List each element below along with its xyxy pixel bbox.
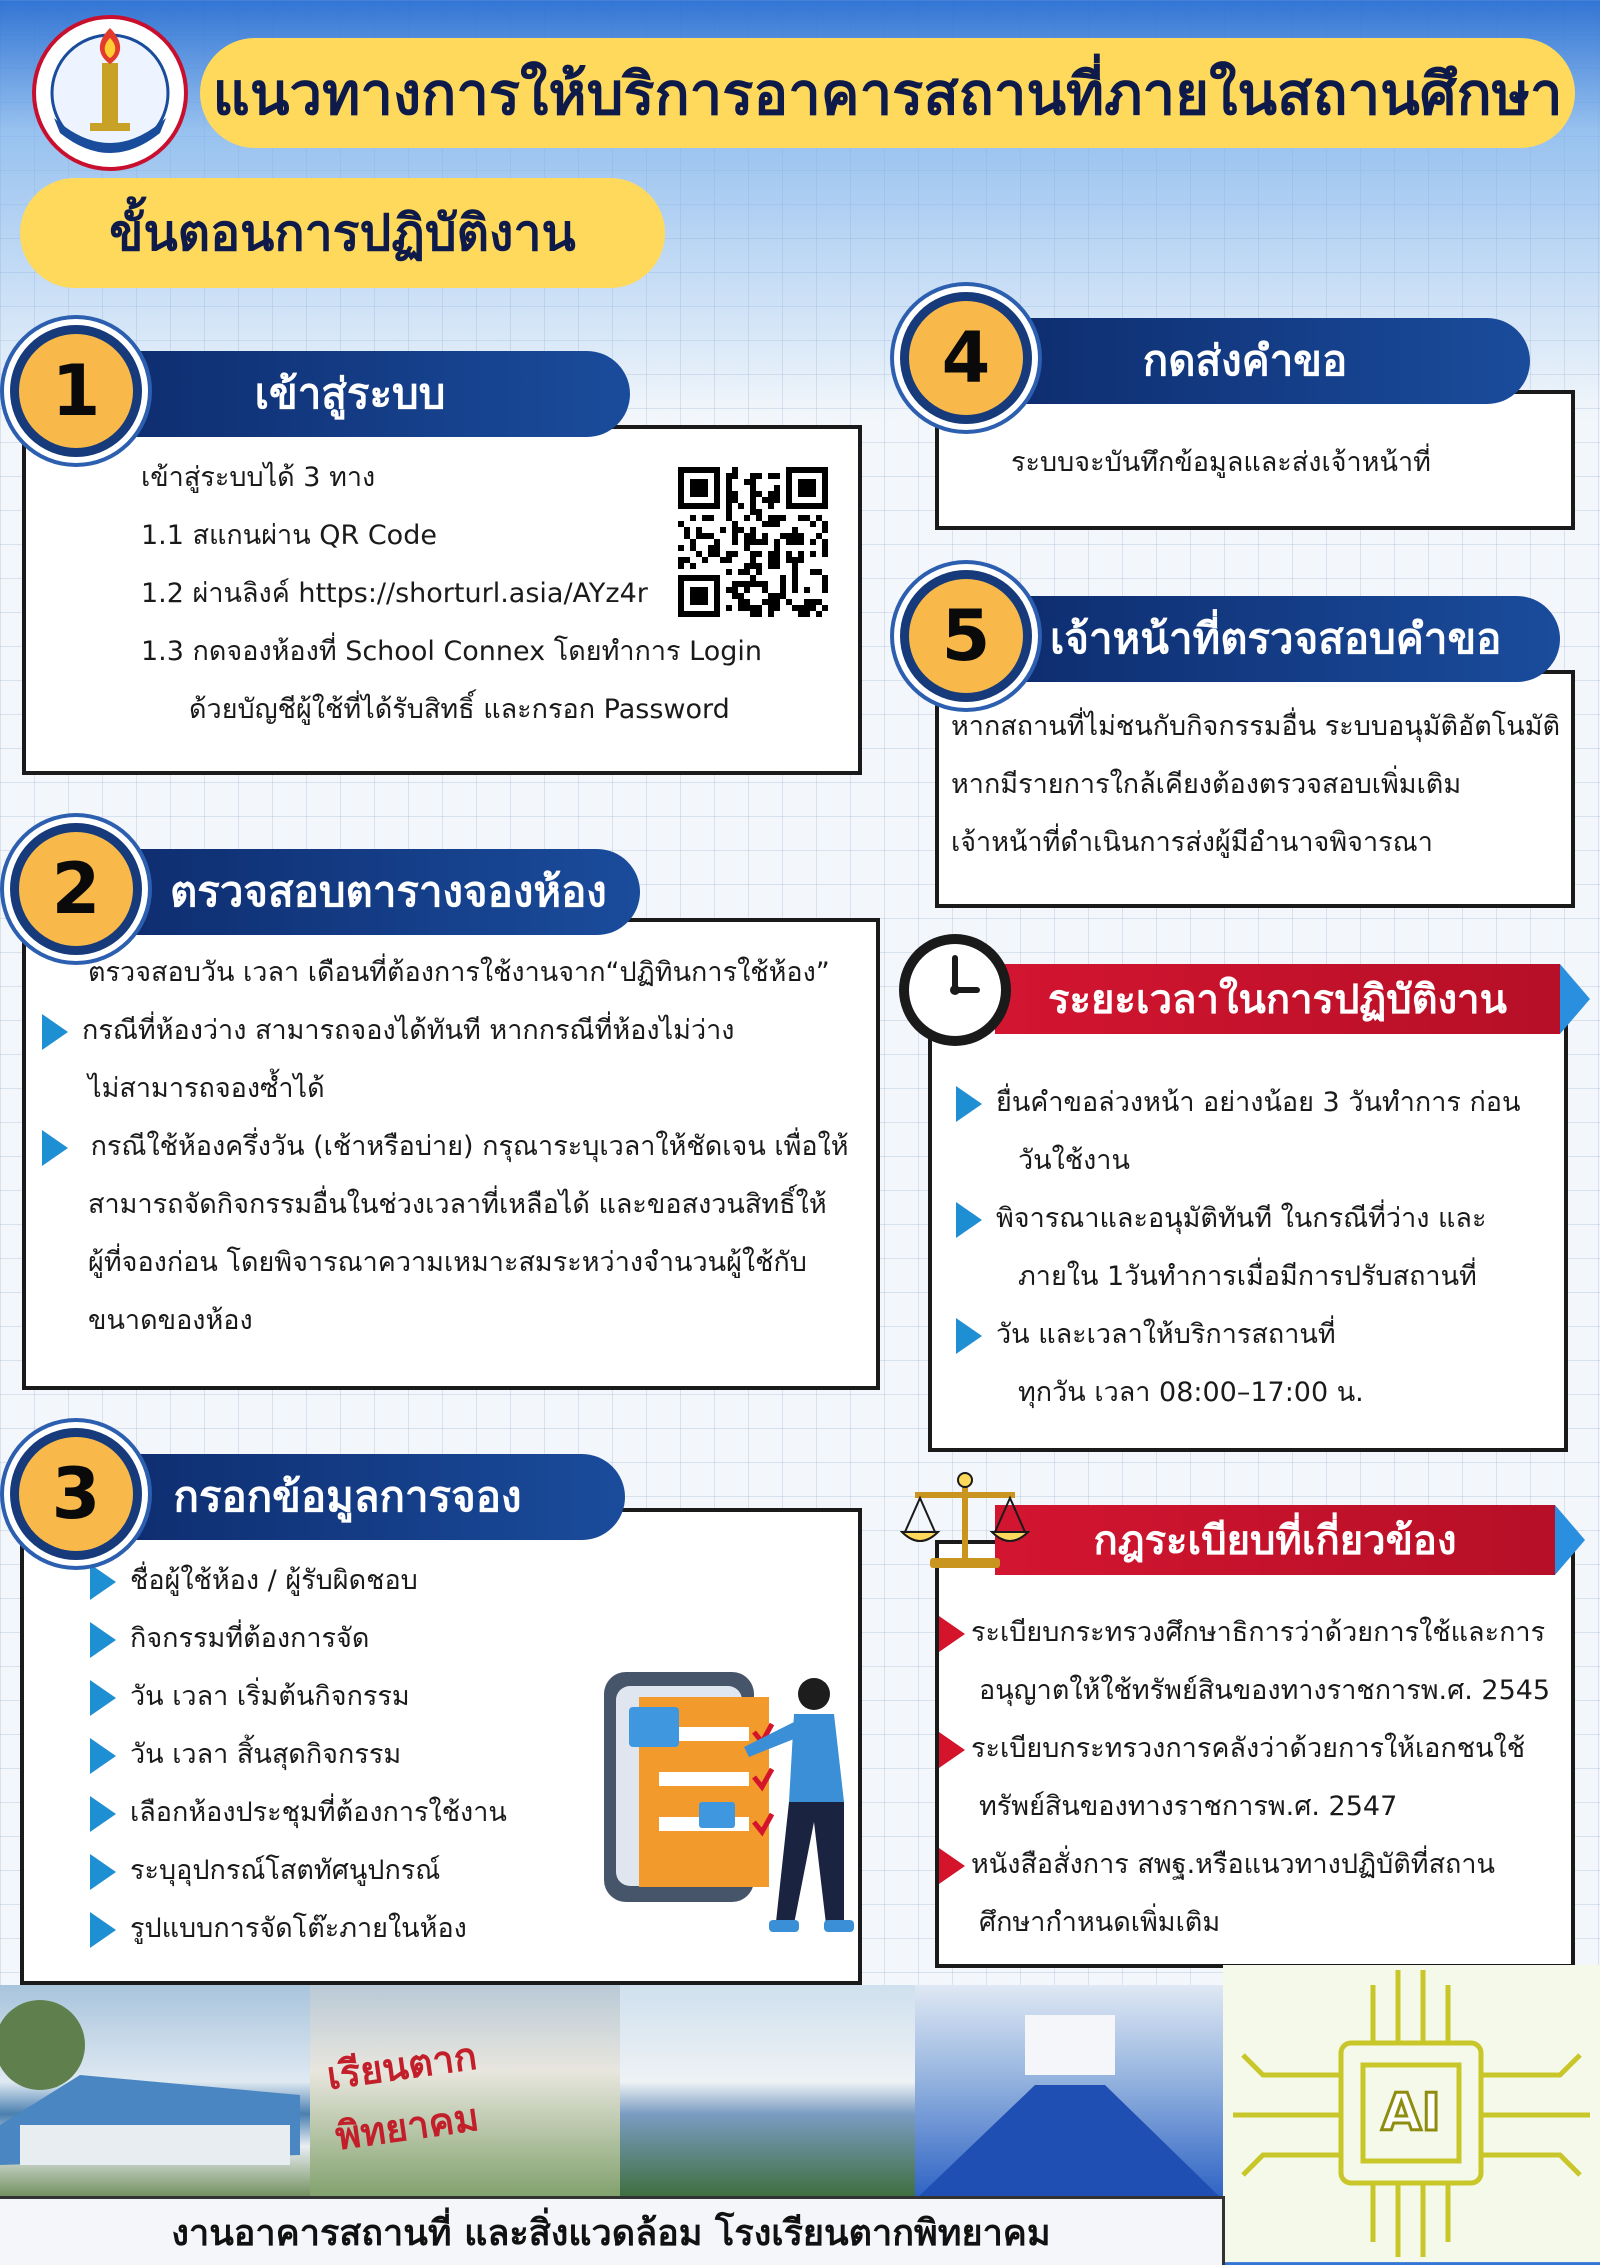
step3-number: 3 — [10, 1428, 142, 1560]
form-illustration — [604, 1652, 864, 1956]
clock-icon — [895, 930, 1015, 1054]
timing-line: ทุกวัน เวลา 08:00–17:00 น. — [1018, 1377, 1364, 1408]
arrow-icon — [939, 1848, 965, 1884]
school-sign-text: เรียนตากพิทยาคม — [324, 2032, 482, 2159]
rules-line: ศึกษากำหนดเพิ่มเติม — [979, 1907, 1221, 1938]
rules-line: หนังสือสั่งการ สพฐ.หรือแนวทางปฏิบัติที่สถาน — [971, 1849, 1496, 1880]
arrow-icon — [956, 1318, 982, 1354]
page-title: แนวทางการให้บริการอาคารสถานที่ภายในสถานศึกษา — [200, 38, 1575, 148]
page-subtitle: ขั้นตอนการปฏิบัติงาน — [20, 178, 665, 288]
step5-box — [935, 670, 1575, 908]
step4-header — [900, 312, 1530, 408]
step5-number: 5 — [900, 570, 1032, 702]
step3-item: วัน เวลา เริ่มต้นกิจกรรม — [130, 1681, 410, 1712]
step5-header — [900, 590, 1560, 686]
photo-building-1 — [0, 1985, 310, 2200]
timing-line: ยื่นคำขอล่วงหน้า อย่างน้อย 3 วันทำการ ก่อน — [996, 1087, 1521, 1118]
step3-item: รูปแบบการจัดโต๊ะภายในห้อง — [130, 1913, 467, 1944]
step5-line: เจ้าหน้าที่ดำเนินการส่งผู้มีอำนาจพิจารณา — [951, 827, 1433, 858]
step1-line: 1.1 สแกนผ่าน QR Code — [141, 520, 437, 551]
step3-item: กิจกรรมที่ต้องการจัด — [130, 1623, 370, 1654]
arrow-icon — [956, 1202, 982, 1238]
step2-number: 2 — [10, 823, 142, 955]
step1-line: 1.2 ผ่านลิงค์ https://shorturl.asia/AYz4r — [141, 578, 648, 609]
step2-line: ไม่สามารถจองซ้ำได้ — [88, 1073, 325, 1104]
rules-line: ทรัพย์สินของทางราชการพ.ศ. 2547 — [979, 1791, 1398, 1822]
step2-line: ตรวจสอบวัน เวลา เดือนที่ต้องการใช้งานจาก“ปฏิทินการใช้ห้อง” — [88, 957, 830, 988]
arrow-icon — [956, 1086, 982, 1122]
step2-header — [10, 843, 660, 939]
arrow-icon — [90, 1680, 116, 1716]
step2-line: กรณีที่ห้องว่าง สามารถจองได้ทันที หากกรณีที่ห้องไม่ว่าง — [82, 1015, 735, 1046]
arrow-icon — [90, 1564, 116, 1600]
timing-heading: ระยะเวลาในการปฏิบัติงาน — [995, 964, 1560, 1034]
timing-line: พิจารณาและอนุมัติทันที ในกรณีที่ว่าง และ — [996, 1203, 1487, 1234]
rules-line: ระเบียบกระทรวงการคลังว่าด้วยการให้เอกชนใช้ — [971, 1733, 1526, 1764]
photo-building-2 — [620, 1985, 915, 2200]
timing-line: วัน และเวลาให้บริการสถานที่ — [996, 1319, 1336, 1350]
step2-line: สามารถจัดกิจกรรมอื่นในช่วงเวลาที่เหลือได้ และขอสงวนสิทธิ์ให้ — [88, 1189, 827, 1220]
arrow-icon — [42, 1014, 68, 1050]
arrow-icon — [90, 1738, 116, 1774]
scales-icon — [900, 1470, 1030, 1584]
arrow-icon — [90, 1912, 116, 1948]
arrow-icon — [939, 1616, 965, 1652]
step5-line: หากมีรายการใกล้เคียงต้องตรวจสอบเพิ่มเติม — [951, 769, 1462, 800]
step2-line: ขนาดของห้อง — [88, 1305, 253, 1336]
timing-line: ภายใน 1วันทำการเมื่อมีการปรับสถานที่ — [1018, 1261, 1477, 1292]
step3-item: ระบุอุปกรณ์โสตทัศนูปกรณ์ — [130, 1855, 441, 1886]
timing-line: วันใช้งาน — [1018, 1145, 1130, 1176]
step5-line: หากสถานที่ไม่ชนกับกิจกรรมอื่น ระบบอนุมัติอัตโนมัติ — [951, 711, 1561, 742]
school-logo — [30, 8, 190, 178]
step4-heading: กดส่งคำขอ — [960, 318, 1530, 404]
rules-heading: กฎระเบียบที่เกี่ยวข้อง — [995, 1505, 1555, 1575]
step3-header — [10, 1448, 630, 1544]
footer-text: งานอาคารสถานที่ และสิ่งแวดล้อม โรงเรียนตากพิทยาคม — [0, 2196, 1225, 2265]
photo-school-sign — [310, 1985, 620, 2200]
step4-number: 4 — [900, 292, 1032, 424]
rules-line: ระเบียบกระทรวงศึกษาธิการว่าด้วยการใช้และการ — [971, 1617, 1546, 1648]
ai-label: AI — [1381, 2083, 1441, 2143]
step2-line: ผู้ที่จองก่อน โดยพิจารณาความเหมาะสมระหว่างจำนวนผู้ใช้กับ — [88, 1247, 807, 1278]
step3-item: ชื่อผู้ใช้ห้อง / ผู้รับผิดชอบ — [130, 1565, 418, 1596]
step2-line: กรณีใช้ห้องครึ่งวัน (เช้าหรือบ่าย) กรุณาระบุเวลาให้ชัดเจน เพื่อให้ — [82, 1131, 849, 1162]
step2-box — [22, 918, 880, 1390]
step4-box — [935, 390, 1575, 530]
step1-heading: เข้าสู่ระบบ — [70, 351, 630, 437]
arrow-icon — [90, 1622, 116, 1658]
step3-item: วัน เวลา สิ้นสุดกิจกรรม — [130, 1739, 402, 1770]
timing-box — [928, 1000, 1568, 1452]
arrow-icon — [90, 1796, 116, 1832]
step1-line: ด้วยบัญชีผู้ใช้ที่ได้รับสิทธิ์ และกรอก Password — [189, 694, 730, 725]
step1-header — [10, 345, 630, 441]
arrow-icon — [42, 1130, 68, 1166]
rules-line: อนุญาตให้ใช้ทรัพย์สินของทางราชการพ.ศ. 2545 — [979, 1675, 1551, 1706]
step3-box — [20, 1508, 862, 1985]
step3-heading: กรอกข้อมูลการจอง — [70, 1454, 625, 1540]
photo-hall — [915, 1985, 1223, 2200]
step4-text: ระบบจะบันทึกข้อมูลและส่งเจ้าหน้าที่ — [1011, 447, 1431, 478]
step3-item: เลือกห้องประชุมที่ต้องการใช้งาน — [130, 1797, 507, 1828]
step1-line: เข้าสู่ระบบได้ 3 ทาง — [141, 462, 376, 493]
step1-line: 1.3 กดจองห้องที่ School Connex โดยทำการ Login — [141, 636, 762, 667]
step5-heading: เจ้าหน้าที่ตรวจสอบคำขอ — [960, 596, 1560, 682]
step1-number: 1 — [10, 325, 142, 457]
rules-box — [935, 1540, 1575, 1968]
ai-chip-graphic — [1223, 1965, 1600, 2262]
arrow-icon — [90, 1854, 116, 1890]
step1-box — [22, 425, 862, 775]
arrow-icon — [939, 1732, 965, 1768]
qr-code[interactable] — [678, 467, 828, 621]
step2-heading: ตรวจสอบตารางจองห้อง — [70, 849, 640, 935]
